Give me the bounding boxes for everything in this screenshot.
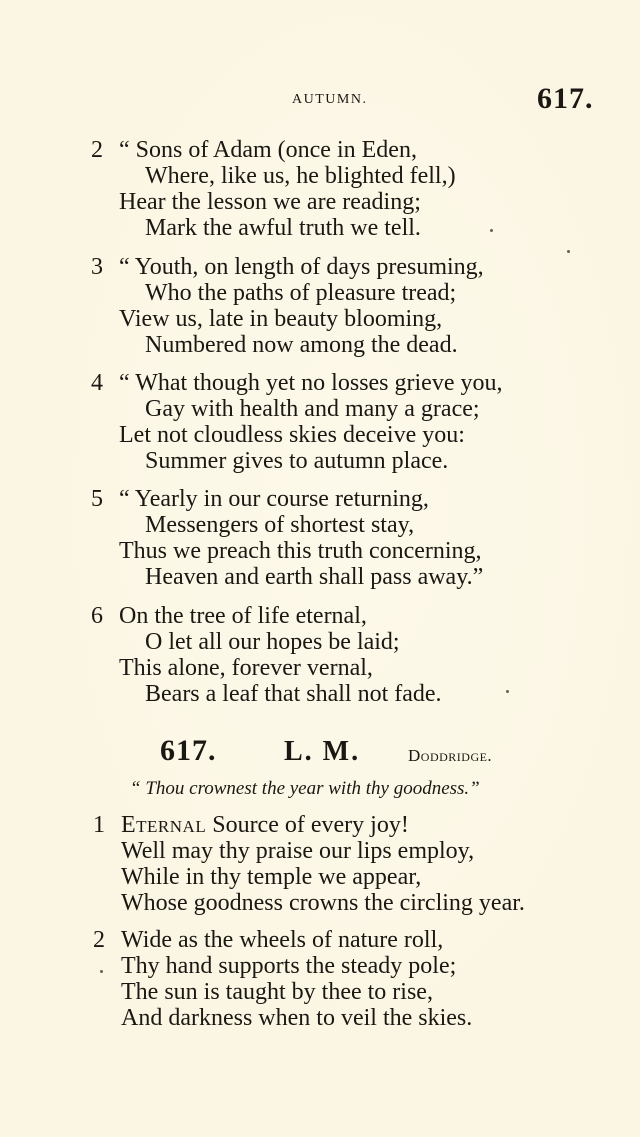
verse-line: “ Yearly in our course returning, [119,486,429,512]
verse-line: This alone, forever vernal, [119,655,373,681]
verse-line: Let not cloudless skies deceive you: [119,422,465,448]
verse-line: View us, late in beauty blooming, [119,306,443,332]
verse-line: Mark the awful truth we tell. [145,215,421,241]
ink-speck [490,229,493,232]
verse-line: Whose goodness crowns the circling year. [121,890,525,916]
verse-line: Hear the lesson we are reading; [119,189,421,215]
first-word: Eternal [121,812,207,838]
verse-line: On the tree of life eternal, [119,603,367,629]
verse-line: Thy hand supports the steady pole; [121,953,457,979]
verse-line: The sun is taught by thee to rise, [121,979,433,1005]
stanza-number: 4 [91,370,103,396]
verse-line: Numbered now among the dead. [145,332,458,358]
verse-line: And darkness when to veil the skies. [121,1005,473,1031]
stanza-number: 6 [91,603,103,629]
stanza-number: 3 [91,254,103,280]
verse-line: O let all our hopes be laid; [145,629,400,655]
verse-line: Where, like us, he blighted fell,) [145,163,456,189]
verse-line: “ Sons of Adam (once in Eden, [119,137,417,163]
verse-line: “ What though yet no losses grieve you, [119,370,503,396]
hymn-number: 617. [160,734,217,767]
verse-line: “ Youth, on length of days presuming, [119,254,484,280]
stanza-number: 1 [93,812,105,838]
verse-line: Messengers of shortest stay, [145,512,415,538]
hymn-author: Doddridge. [408,746,493,765]
running-head: AUTUMN. [292,92,368,107]
verse-line: Thus we preach this truth concerning, [119,538,482,564]
ink-speck [567,250,570,253]
verse-line: Bears a leaf that shall not fade. [145,681,442,707]
hymn-heading [0,734,640,774]
verse-line [121,812,409,838]
ink-speck [506,690,509,693]
hymn-epigraph: “ Thou crownest the year with thy goodness.” [130,778,480,799]
verse-line: Heaven and earth shall pass away.” [145,564,484,590]
stanza-number: 2 [93,927,105,953]
ink-speck [100,970,103,973]
hymn-meter: L. M. [284,736,361,767]
verse-line: Gay with health and many a grace; [145,396,480,422]
verse-line: Wide as the wheels of nature roll, [121,927,444,953]
stanza-number: 2 [91,137,103,163]
verse-line: Who the paths of pleasure tread; [145,280,457,306]
page-number: 617. [537,82,594,115]
stanza-number: 5 [91,486,103,512]
verse-line: Summer gives to autumn place. [145,448,449,474]
verse-line: While in thy temple we appear, [121,864,422,890]
first-line-rest: Source of every joy! [206,812,409,838]
verse-line: Well may thy praise our lips employ, [121,838,475,864]
